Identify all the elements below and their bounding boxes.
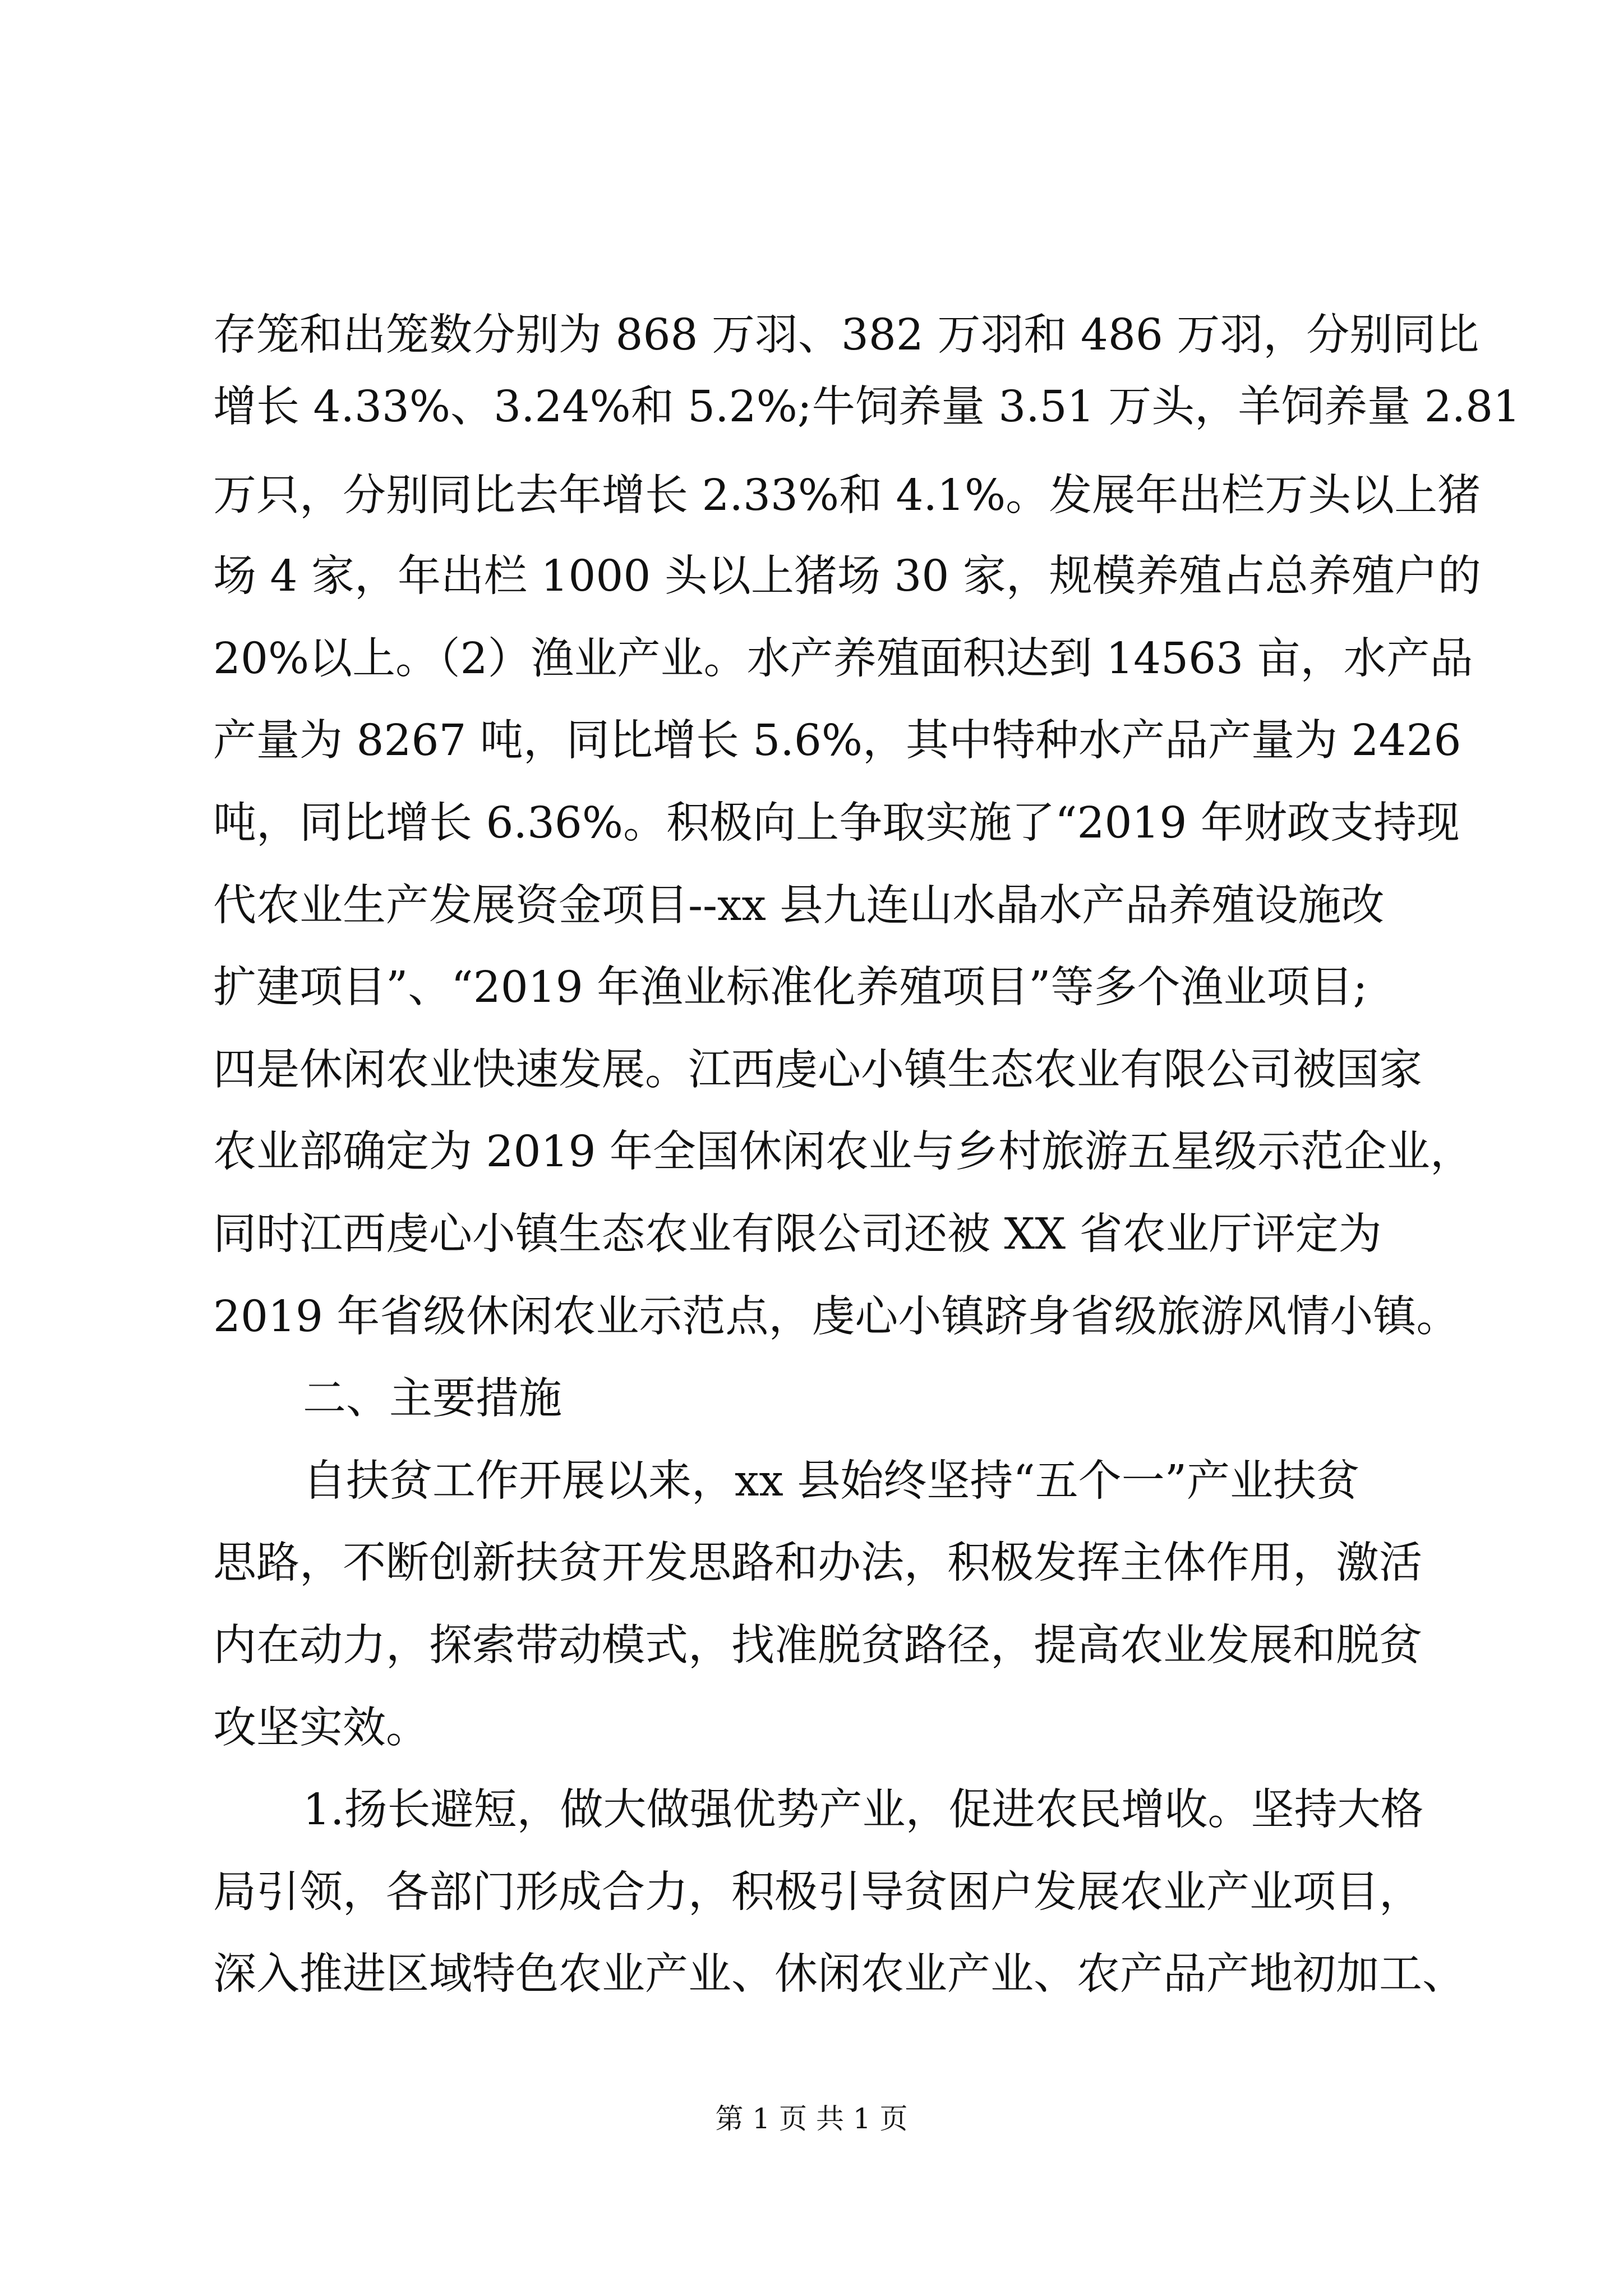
text-line-3: 万只，分别同比去年增长 2.33%和 4.1%。发展年出栏万头以上猪 [213,471,1481,521]
text-line-18: 攻坚实效。 [213,1703,429,1753]
text-line-1: 存笼和出笼数分别为 868 万羽、382 万羽和 486 万羽，分别同比 [213,310,1479,360]
text-line-5: 20%以上。（2）渔业产业。水产养殖面积达到 14563 亩，水产品 [213,634,1473,684]
text-line-4: 场 4 家，年出栏 1000 头以上猪场 30 家，规模养殖占总养殖户的 [213,551,1481,601]
text-line-13: 2019 年省级休闲农业示范点，虔心小镇跻身省级旅游风情小镇。 [213,1292,1460,1342]
text-line-2: 增长 4.33%、3.24%和 5.2%;牛饲养量 3.51 万头，羊饲养量 2.81 [213,382,1521,432]
text-line-6: 产量为 8267 吨，同比增长 5.6%，其中特种水产品产量为 2426 [213,716,1461,766]
text-line-15: 自扶贫工作开展以来，xx 县始终坚持“五个一”产业扶贫 [303,1456,1360,1506]
text-line-10: 四是休闲农业快速发展。江西虔心小镇生态农业有限公司被国家 [213,1045,1422,1095]
text-line-20: 局引领，各部门形成合力，积极引导贫困户发展农业产业项目， [213,1867,1422,1917]
text-line-12: 同时江西虔心小镇生态农业有限公司还被 XX 省农业厅评定为 [213,1209,1382,1259]
text-line-7: 吨，同比增长 6.36%。积极向上争取实施了“2019 年财政支持现 [213,798,1460,848]
text-line-9: 扩建项目”、“2019 年渔业标准化养殖项目”等多个渔业项目; [213,963,1368,1013]
text-line-17: 内在动力，探索带动模式，找准脱贫路径，提高农业发展和脱贫 [213,1621,1422,1671]
text-line-11: 农业部确定为 2019 年全国休闲农业与乡村旅游五星级示范企业， [213,1127,1473,1177]
text-line-19: 1.扬长避短，做大做强优势产业，促进农民增收。坚持大格 [303,1785,1424,1835]
text-line-8: 代农业生产发展资金项目--xx 县九连山水晶水产品养殖设施改 [213,881,1385,931]
section-heading: 二、主要措施 [303,1374,562,1424]
page-footer: 第 1 页 共 1 页 [715,2102,908,2135]
text-line-16: 思路，不断创新扶贫开发思路和办法，积极发挥主体作用，激活 [213,1538,1422,1588]
text-line-21: 深入推进区域特色农业产业、休闲农业产业、农产品产地初加工、 [213,1949,1465,1999]
